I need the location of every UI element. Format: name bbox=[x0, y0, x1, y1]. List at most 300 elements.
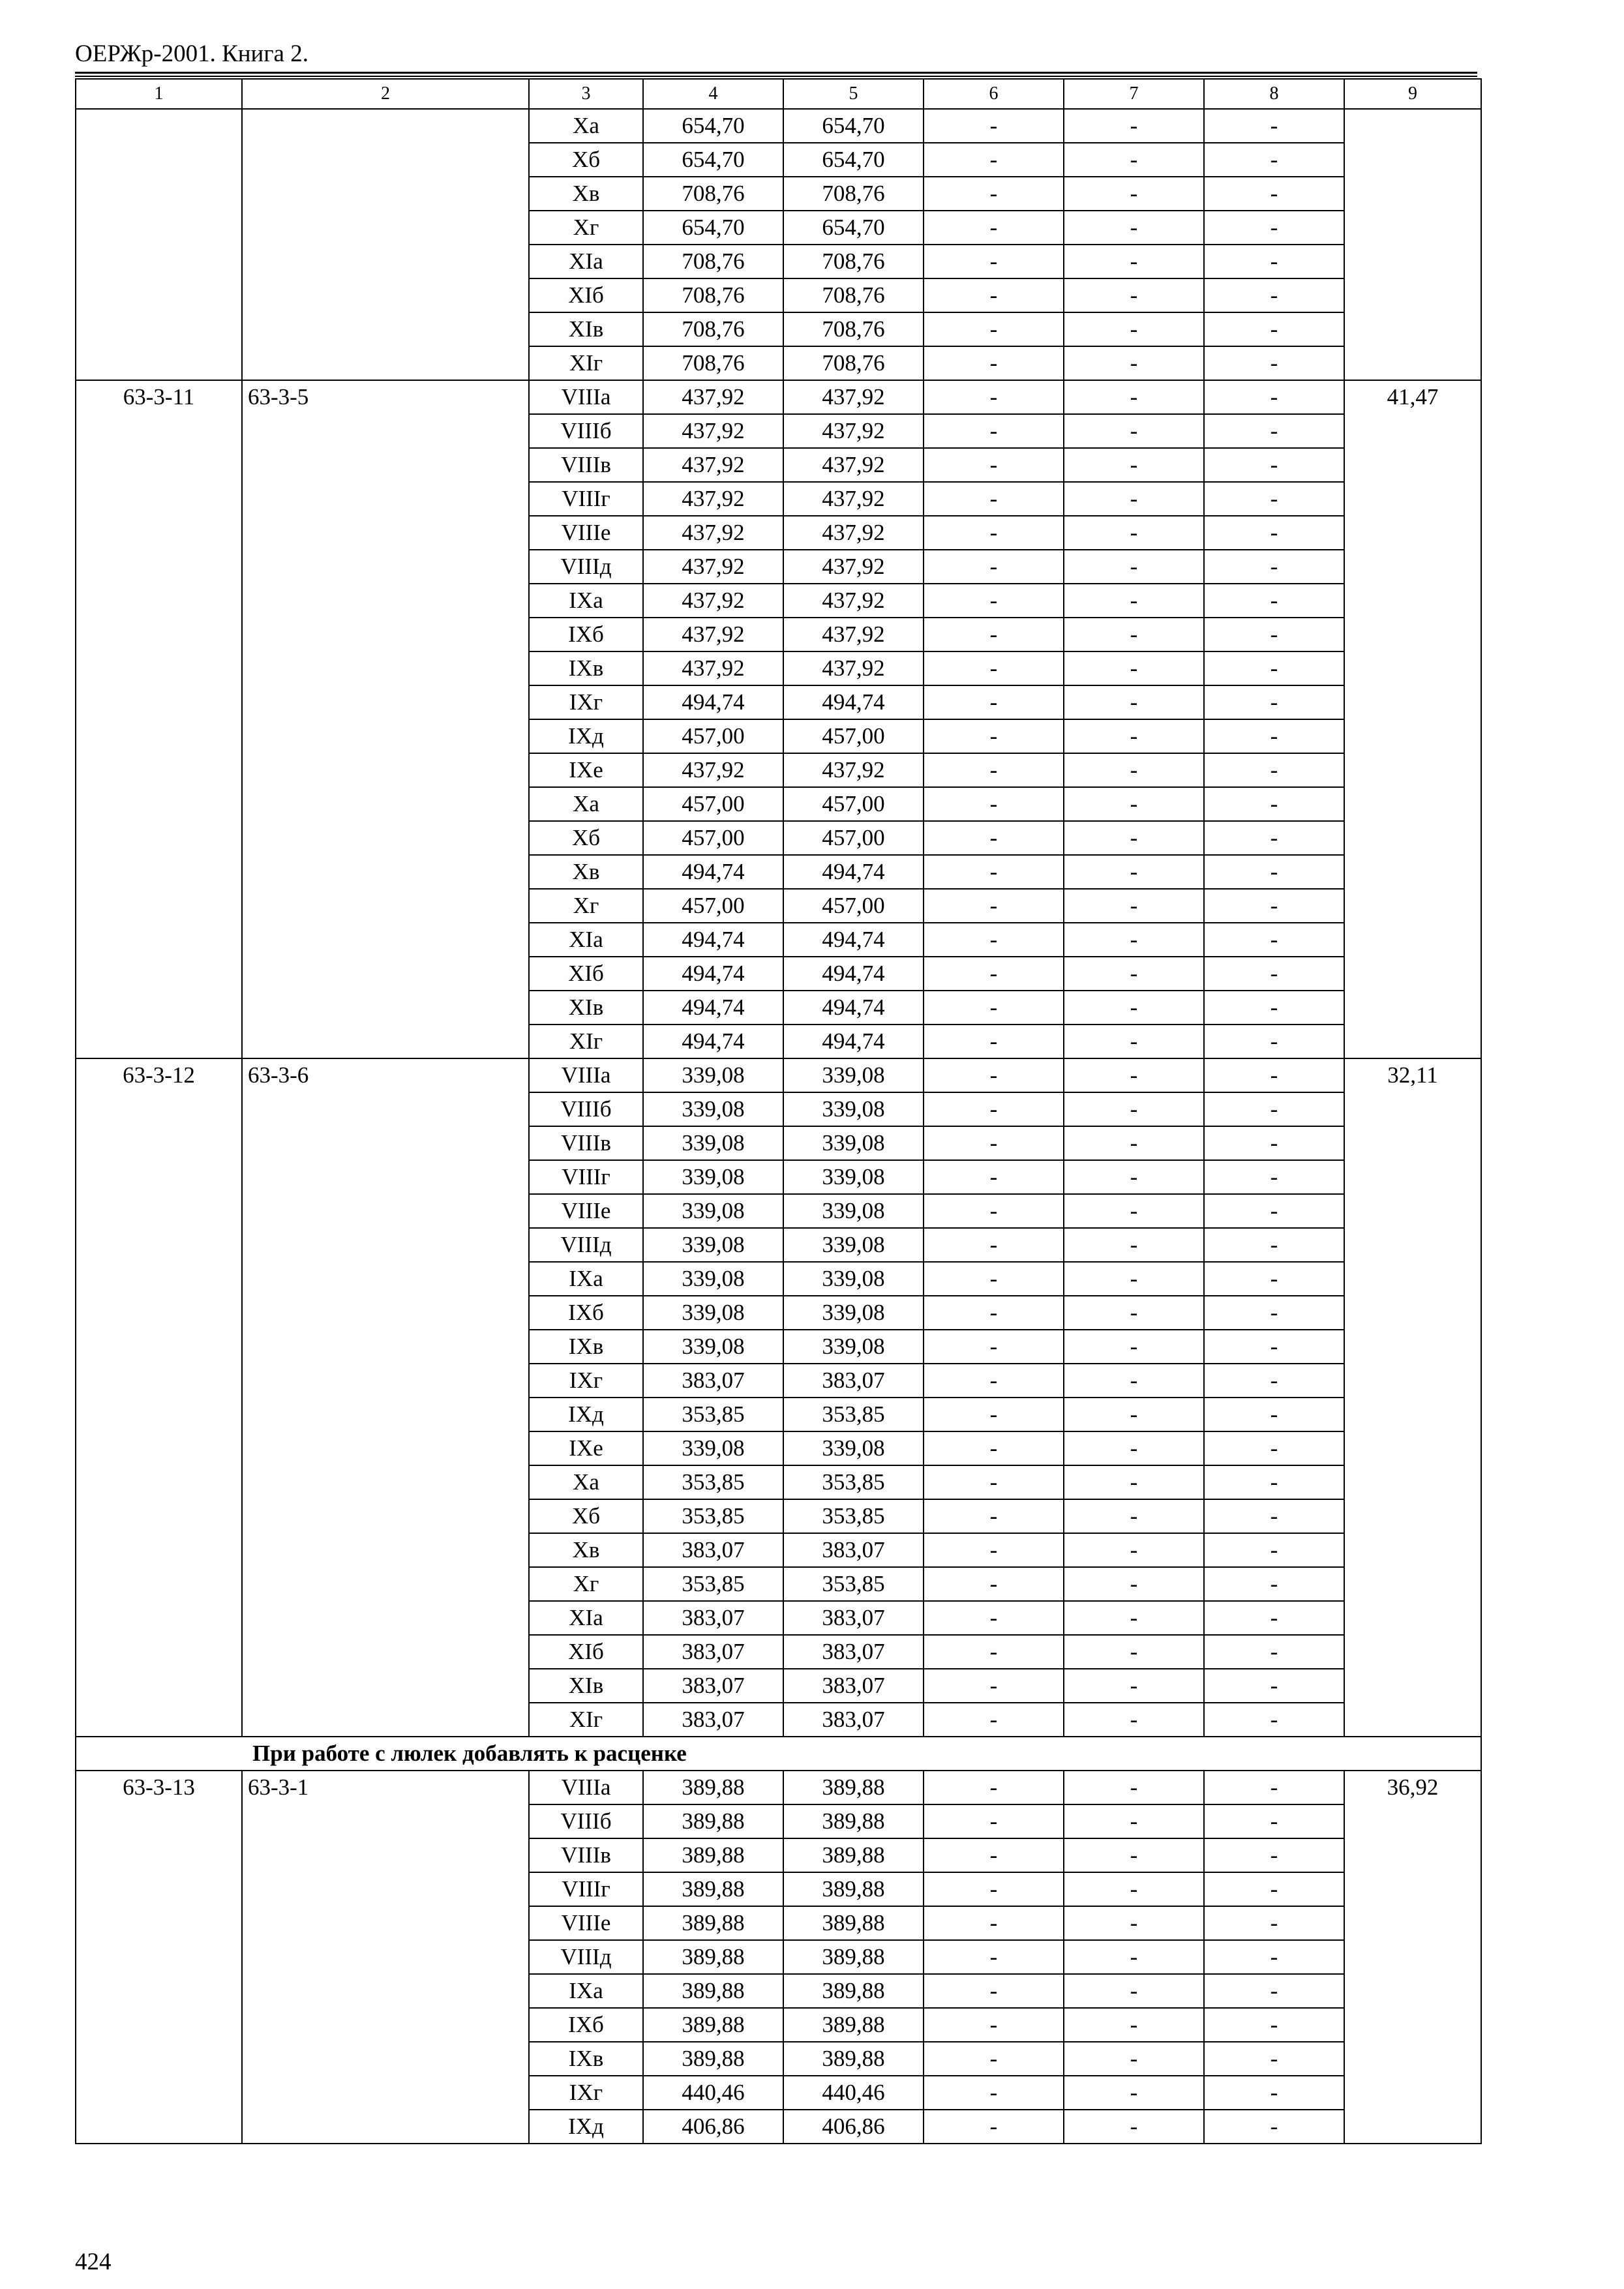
machines-cell: - bbox=[924, 685, 1064, 719]
category-cell: XIа bbox=[529, 923, 643, 957]
materials-cell: - bbox=[1204, 821, 1344, 855]
machinists-wage-cell: - bbox=[1064, 414, 1204, 448]
category-cell: IXг bbox=[529, 685, 643, 719]
wage-cell: 457,00 bbox=[783, 821, 924, 855]
wage-cell: 457,00 bbox=[783, 787, 924, 821]
category-cell: VIIIв bbox=[529, 1126, 643, 1160]
wage-cell: 494,74 bbox=[783, 855, 924, 889]
machines-cell: - bbox=[924, 516, 1064, 550]
table-row bbox=[76, 380, 1481, 414]
category-cell: IXв bbox=[529, 1330, 643, 1364]
wage-cell: 339,08 bbox=[783, 1194, 924, 1228]
category-cell: Xб bbox=[529, 821, 643, 855]
machinists-wage-cell: - bbox=[1064, 1601, 1204, 1635]
category-cell: VIIIб bbox=[529, 1804, 643, 1838]
machines-cell: - bbox=[924, 957, 1064, 991]
materials-cell: - bbox=[1204, 2042, 1344, 2076]
wage-cell: 339,08 bbox=[783, 1126, 924, 1160]
category-cell: VIIIа bbox=[529, 1771, 643, 1804]
machinists-wage-cell: - bbox=[1064, 380, 1204, 414]
rate-cell: 708,76 bbox=[643, 177, 783, 211]
wage-cell: 389,88 bbox=[783, 1804, 924, 1838]
category-cell: Xг bbox=[529, 1567, 643, 1601]
machinists-wage-cell: - bbox=[1064, 584, 1204, 618]
machinists-wage-cell: - bbox=[1064, 1431, 1204, 1465]
column-number-cell: 5 bbox=[783, 79, 924, 109]
rate-cell: 708,76 bbox=[643, 312, 783, 346]
materials-cell: - bbox=[1204, 719, 1344, 753]
machines-cell: - bbox=[924, 1465, 1064, 1499]
materials-cell: - bbox=[1204, 1669, 1344, 1703]
machinists-wage-cell: - bbox=[1064, 1533, 1204, 1567]
rate-cell: 708,76 bbox=[643, 245, 783, 278]
machines-cell: - bbox=[924, 550, 1064, 584]
wage-cell: 654,70 bbox=[783, 143, 924, 177]
machines-cell: - bbox=[924, 821, 1064, 855]
wage-cell: 437,92 bbox=[783, 618, 924, 651]
wage-cell: 383,07 bbox=[783, 1669, 924, 1703]
machinists-wage-cell: - bbox=[1064, 312, 1204, 346]
machinists-wage-cell: - bbox=[1064, 1194, 1204, 1228]
machinists-wage-cell: - bbox=[1064, 1703, 1204, 1737]
category-cell: IXе bbox=[529, 1431, 643, 1465]
materials-cell: - bbox=[1204, 482, 1344, 516]
machines-cell: - bbox=[924, 1126, 1064, 1160]
wage-cell: 353,85 bbox=[783, 1465, 924, 1499]
machinists-wage-cell: - bbox=[1064, 482, 1204, 516]
category-cell: XIг bbox=[529, 346, 643, 380]
column-number-cell: 6 bbox=[924, 79, 1064, 109]
rate-code-cell bbox=[76, 109, 242, 380]
machinists-wage-cell: - bbox=[1064, 211, 1204, 245]
category-cell: XIб bbox=[529, 1635, 643, 1669]
machines-cell: - bbox=[924, 1533, 1064, 1567]
machinists-wage-cell: - bbox=[1064, 855, 1204, 889]
machines-cell: - bbox=[924, 1703, 1064, 1737]
category-cell: IXд bbox=[529, 2110, 643, 2144]
materials-cell: - bbox=[1204, 1771, 1344, 1804]
machines-cell: - bbox=[924, 177, 1064, 211]
machinists-wage-cell: - bbox=[1064, 651, 1204, 685]
category-cell: VIIIд bbox=[529, 1228, 643, 1262]
rate-cell: 494,74 bbox=[643, 991, 783, 1025]
category-cell: XIб bbox=[529, 957, 643, 991]
rate-cell: 654,70 bbox=[643, 143, 783, 177]
wage-cell: 339,08 bbox=[783, 1296, 924, 1330]
machines-cell: - bbox=[924, 1499, 1064, 1533]
machinists-wage-cell: - bbox=[1064, 1940, 1204, 1974]
column-number-cell: 7 bbox=[1064, 79, 1204, 109]
rate-cell: 654,70 bbox=[643, 211, 783, 245]
wage-cell: 389,88 bbox=[783, 1771, 924, 1804]
materials-cell: - bbox=[1204, 1296, 1344, 1330]
rate-cell: 339,08 bbox=[643, 1296, 783, 1330]
rate-cell: 494,74 bbox=[643, 855, 783, 889]
machinists-wage-cell: - bbox=[1064, 991, 1204, 1025]
materials-cell: - bbox=[1204, 685, 1344, 719]
labor-cost-cell: 41,47 bbox=[1344, 380, 1481, 1058]
wage-cell: 654,70 bbox=[783, 109, 924, 143]
rate-cell: 353,85 bbox=[643, 1465, 783, 1499]
category-cell: Xв bbox=[529, 855, 643, 889]
machines-cell: - bbox=[924, 1906, 1064, 1940]
materials-cell: - bbox=[1204, 380, 1344, 414]
rate-cell: 339,08 bbox=[643, 1194, 783, 1228]
base-rate-code-cell: 63-3-6 bbox=[242, 1058, 529, 1737]
machinists-wage-cell: - bbox=[1064, 1364, 1204, 1398]
wage-cell: 437,92 bbox=[783, 753, 924, 787]
materials-cell: - bbox=[1204, 1025, 1344, 1058]
category-cell: VIIIа bbox=[529, 1058, 643, 1092]
rate-code-cell: 63-3-12 bbox=[76, 1058, 242, 1737]
materials-cell: - bbox=[1204, 1601, 1344, 1635]
wage-cell: 494,74 bbox=[783, 1025, 924, 1058]
column-number-cell: 4 bbox=[643, 79, 783, 109]
machinists-wage-cell: - bbox=[1064, 1567, 1204, 1601]
rate-cell: 457,00 bbox=[643, 821, 783, 855]
wage-cell: 383,07 bbox=[783, 1703, 924, 1737]
rate-cell: 494,74 bbox=[643, 957, 783, 991]
rate-cell: 339,08 bbox=[643, 1092, 783, 1126]
rate-cell: 389,88 bbox=[643, 1838, 783, 1872]
machines-cell: - bbox=[924, 1601, 1064, 1635]
machines-cell: - bbox=[924, 1296, 1064, 1330]
category-cell: IXд bbox=[529, 719, 643, 753]
wage-cell: 383,07 bbox=[783, 1601, 924, 1635]
base-rate-code-cell: 63-3-5 bbox=[242, 380, 529, 1058]
machinists-wage-cell: - bbox=[1064, 1296, 1204, 1330]
rate-cell: 654,70 bbox=[643, 109, 783, 143]
table-row bbox=[76, 1771, 1481, 1804]
wage-cell: 494,74 bbox=[783, 685, 924, 719]
table-row bbox=[76, 1058, 1481, 1092]
wage-cell: 437,92 bbox=[783, 380, 924, 414]
machines-cell: - bbox=[924, 2076, 1064, 2110]
category-cell: VIIIб bbox=[529, 414, 643, 448]
machines-cell: - bbox=[924, 1330, 1064, 1364]
wage-cell: 383,07 bbox=[783, 1533, 924, 1567]
rate-cell: 494,74 bbox=[643, 1025, 783, 1058]
wage-cell: 389,88 bbox=[783, 1906, 924, 1940]
category-cell: VIIIе bbox=[529, 516, 643, 550]
machines-cell: - bbox=[924, 1635, 1064, 1669]
rate-cell: 383,07 bbox=[643, 1635, 783, 1669]
materials-cell: - bbox=[1204, 1058, 1344, 1092]
note-row bbox=[76, 1737, 1481, 1771]
machines-cell: - bbox=[924, 584, 1064, 618]
wage-cell: 389,88 bbox=[783, 2008, 924, 2042]
rate-cell: 708,76 bbox=[643, 278, 783, 312]
rate-cell: 353,85 bbox=[643, 1567, 783, 1601]
materials-cell: - bbox=[1204, 177, 1344, 211]
rate-cell: 389,88 bbox=[643, 2008, 783, 2042]
materials-cell: - bbox=[1204, 1838, 1344, 1872]
rate-cell: 339,08 bbox=[643, 1058, 783, 1092]
machinists-wage-cell: - bbox=[1064, 1058, 1204, 1092]
machines-cell: - bbox=[924, 312, 1064, 346]
wage-cell: 389,88 bbox=[783, 1838, 924, 1872]
category-cell: XIв bbox=[529, 1669, 643, 1703]
machines-cell: - bbox=[924, 923, 1064, 957]
rate-cell: 339,08 bbox=[643, 1330, 783, 1364]
machines-cell: - bbox=[924, 651, 1064, 685]
machinists-wage-cell: - bbox=[1064, 1330, 1204, 1364]
category-cell: Xг bbox=[529, 889, 643, 923]
rate-cell: 437,92 bbox=[643, 482, 783, 516]
category-cell: IXг bbox=[529, 1364, 643, 1398]
category-cell: IXв bbox=[529, 651, 643, 685]
wage-cell: 389,88 bbox=[783, 2042, 924, 2076]
materials-cell: - bbox=[1204, 618, 1344, 651]
materials-cell: - bbox=[1204, 855, 1344, 889]
wage-cell: 708,76 bbox=[783, 177, 924, 211]
machinists-wage-cell: - bbox=[1064, 957, 1204, 991]
machines-cell: - bbox=[924, 1804, 1064, 1838]
category-cell: VIIIг bbox=[529, 1160, 643, 1194]
machines-cell: - bbox=[924, 618, 1064, 651]
rate-cell: 457,00 bbox=[643, 787, 783, 821]
machinists-wage-cell: - bbox=[1064, 787, 1204, 821]
wage-cell: 353,85 bbox=[783, 1499, 924, 1533]
machinists-wage-cell: - bbox=[1064, 245, 1204, 278]
rate-cell: 494,74 bbox=[643, 685, 783, 719]
materials-cell: - bbox=[1204, 109, 1344, 143]
materials-cell: - bbox=[1204, 957, 1344, 991]
machines-cell: - bbox=[924, 1940, 1064, 1974]
materials-cell: - bbox=[1204, 448, 1344, 482]
rate-cell: 494,74 bbox=[643, 923, 783, 957]
category-cell: IXд bbox=[529, 1398, 643, 1431]
category-cell: IXб bbox=[529, 618, 643, 651]
wage-cell: 389,88 bbox=[783, 1872, 924, 1906]
machinists-wage-cell: - bbox=[1064, 1771, 1204, 1804]
category-cell: VIIIв bbox=[529, 1838, 643, 1872]
materials-cell: - bbox=[1204, 991, 1344, 1025]
materials-cell: - bbox=[1204, 2110, 1344, 2144]
base-rate-code-cell: 63-3-1 bbox=[242, 1771, 529, 2144]
machines-cell: - bbox=[924, 211, 1064, 245]
machinists-wage-cell: - bbox=[1064, 109, 1204, 143]
machines-cell: - bbox=[924, 1431, 1064, 1465]
machines-cell: - bbox=[924, 278, 1064, 312]
wage-cell: 437,92 bbox=[783, 584, 924, 618]
rate-cell: 339,08 bbox=[643, 1126, 783, 1160]
rate-cell: 353,85 bbox=[643, 1499, 783, 1533]
rate-cell: 437,92 bbox=[643, 414, 783, 448]
rate-cell: 339,08 bbox=[643, 1262, 783, 1296]
machinists-wage-cell: - bbox=[1064, 923, 1204, 957]
rate-cell: 389,88 bbox=[643, 1804, 783, 1838]
wage-cell: 339,08 bbox=[783, 1228, 924, 1262]
column-number-row bbox=[76, 79, 1481, 109]
materials-cell: - bbox=[1204, 1872, 1344, 1906]
category-cell: XIв bbox=[529, 991, 643, 1025]
machines-cell: - bbox=[924, 143, 1064, 177]
category-cell: Xа bbox=[529, 1465, 643, 1499]
machinists-wage-cell: - bbox=[1064, 1499, 1204, 1533]
machines-cell: - bbox=[924, 1160, 1064, 1194]
machinists-wage-cell: - bbox=[1064, 1465, 1204, 1499]
materials-cell: - bbox=[1204, 1804, 1344, 1838]
wage-cell: 437,92 bbox=[783, 448, 924, 482]
wage-cell: 708,76 bbox=[783, 346, 924, 380]
rate-cell: 437,92 bbox=[643, 651, 783, 685]
materials-cell: - bbox=[1204, 1567, 1344, 1601]
rates-table bbox=[75, 78, 1482, 2144]
category-cell: IXа bbox=[529, 584, 643, 618]
machines-cell: - bbox=[924, 1092, 1064, 1126]
column-number-cell: 1 bbox=[76, 79, 242, 109]
machines-cell: - bbox=[924, 2110, 1064, 2144]
rate-cell: 457,00 bbox=[643, 889, 783, 923]
rate-cell: 457,00 bbox=[643, 719, 783, 753]
machines-cell: - bbox=[924, 1838, 1064, 1872]
materials-cell: - bbox=[1204, 584, 1344, 618]
rate-cell: 437,92 bbox=[643, 550, 783, 584]
category-cell: VIIIе bbox=[529, 1194, 643, 1228]
wage-cell: 437,92 bbox=[783, 550, 924, 584]
machines-cell: - bbox=[924, 1974, 1064, 2008]
wage-cell: 339,08 bbox=[783, 1262, 924, 1296]
machines-cell: - bbox=[924, 719, 1064, 753]
category-cell: VIIIд bbox=[529, 550, 643, 584]
column-number-cell: 9 bbox=[1344, 79, 1481, 109]
machines-cell: - bbox=[924, 1872, 1064, 1906]
materials-cell: - bbox=[1204, 1126, 1344, 1160]
note-text: При работе с люлек добавлять к расценке bbox=[76, 1737, 1481, 1771]
table-body bbox=[76, 79, 1481, 2144]
category-cell: VIIIг bbox=[529, 482, 643, 516]
category-cell: IXе bbox=[529, 753, 643, 787]
rate-cell: 339,08 bbox=[643, 1431, 783, 1465]
machines-cell: - bbox=[924, 380, 1064, 414]
wage-cell: 437,92 bbox=[783, 516, 924, 550]
wage-cell: 654,70 bbox=[783, 211, 924, 245]
wage-cell: 457,00 bbox=[783, 719, 924, 753]
labor-cost-cell bbox=[1344, 109, 1481, 380]
category-cell: XIв bbox=[529, 312, 643, 346]
machines-cell: - bbox=[924, 2042, 1064, 2076]
machinists-wage-cell: - bbox=[1064, 1635, 1204, 1669]
machines-cell: - bbox=[924, 1194, 1064, 1228]
rate-cell: 437,92 bbox=[643, 584, 783, 618]
wage-cell: 389,88 bbox=[783, 1940, 924, 1974]
materials-cell: - bbox=[1204, 1635, 1344, 1669]
category-cell: Xб bbox=[529, 1499, 643, 1533]
materials-cell: - bbox=[1204, 1364, 1344, 1398]
wage-cell: 339,08 bbox=[783, 1092, 924, 1126]
materials-cell: - bbox=[1204, 516, 1344, 550]
machinists-wage-cell: - bbox=[1064, 143, 1204, 177]
wage-cell: 440,46 bbox=[783, 2076, 924, 2110]
wage-cell: 406,86 bbox=[783, 2110, 924, 2144]
machinists-wage-cell: - bbox=[1064, 753, 1204, 787]
machines-cell: - bbox=[924, 245, 1064, 278]
machinists-wage-cell: - bbox=[1064, 2076, 1204, 2110]
machines-cell: - bbox=[924, 1025, 1064, 1058]
machines-cell: - bbox=[924, 1567, 1064, 1601]
category-cell: XIа bbox=[529, 245, 643, 278]
category-cell: Xв bbox=[529, 177, 643, 211]
materials-cell: - bbox=[1204, 245, 1344, 278]
machinists-wage-cell: - bbox=[1064, 719, 1204, 753]
rate-cell: 440,46 bbox=[643, 2076, 783, 2110]
machinists-wage-cell: - bbox=[1064, 346, 1204, 380]
machinists-wage-cell: - bbox=[1064, 1398, 1204, 1431]
machines-cell: - bbox=[924, 2008, 1064, 2042]
materials-cell: - bbox=[1204, 1940, 1344, 1974]
rate-cell: 708,76 bbox=[643, 346, 783, 380]
machinists-wage-cell: - bbox=[1064, 2008, 1204, 2042]
wage-cell: 494,74 bbox=[783, 957, 924, 991]
category-cell: Xб bbox=[529, 143, 643, 177]
category-cell: IXб bbox=[529, 1296, 643, 1330]
rate-cell: 437,92 bbox=[643, 618, 783, 651]
rate-code-cell: 63-3-11 bbox=[76, 380, 242, 1058]
category-cell: VIIIе bbox=[529, 1906, 643, 1940]
rate-cell: 353,85 bbox=[643, 1398, 783, 1431]
page-header: ОЕРЖр-2001. Книга 2. bbox=[75, 40, 308, 67]
wage-cell: 708,76 bbox=[783, 312, 924, 346]
machinists-wage-cell: - bbox=[1064, 448, 1204, 482]
materials-cell: - bbox=[1204, 1398, 1344, 1431]
wage-cell: 383,07 bbox=[783, 1364, 924, 1398]
base-rate-code-cell bbox=[242, 109, 529, 380]
materials-cell: - bbox=[1204, 278, 1344, 312]
materials-cell: - bbox=[1204, 1703, 1344, 1737]
machinists-wage-cell: - bbox=[1064, 685, 1204, 719]
machinists-wage-cell: - bbox=[1064, 889, 1204, 923]
materials-cell: - bbox=[1204, 1330, 1344, 1364]
rate-cell: 437,92 bbox=[643, 516, 783, 550]
category-cell: VIIIг bbox=[529, 1872, 643, 1906]
machinists-wage-cell: - bbox=[1064, 1804, 1204, 1838]
machinists-wage-cell: - bbox=[1064, 1126, 1204, 1160]
machines-cell: - bbox=[924, 482, 1064, 516]
column-number-cell: 2 bbox=[242, 79, 529, 109]
rate-cell: 389,88 bbox=[643, 2042, 783, 2076]
materials-cell: - bbox=[1204, 787, 1344, 821]
machinists-wage-cell: - bbox=[1064, 1228, 1204, 1262]
machines-cell: - bbox=[924, 109, 1064, 143]
machines-cell: - bbox=[924, 1262, 1064, 1296]
rate-cell: 383,07 bbox=[643, 1364, 783, 1398]
rate-cell: 437,92 bbox=[643, 380, 783, 414]
materials-cell: - bbox=[1204, 1533, 1344, 1567]
materials-cell: - bbox=[1204, 2008, 1344, 2042]
machines-cell: - bbox=[924, 1058, 1064, 1092]
wage-cell: 437,92 bbox=[783, 482, 924, 516]
machinists-wage-cell: - bbox=[1064, 1160, 1204, 1194]
wage-cell: 437,92 bbox=[783, 414, 924, 448]
machinists-wage-cell: - bbox=[1064, 1872, 1204, 1906]
materials-cell: - bbox=[1204, 1906, 1344, 1940]
materials-cell: - bbox=[1204, 1262, 1344, 1296]
materials-cell: - bbox=[1204, 753, 1344, 787]
wage-cell: 339,08 bbox=[783, 1058, 924, 1092]
category-cell: XIг bbox=[529, 1703, 643, 1737]
machines-cell: - bbox=[924, 855, 1064, 889]
category-cell: Xв bbox=[529, 1533, 643, 1567]
category-cell: IXа bbox=[529, 1262, 643, 1296]
materials-cell: - bbox=[1204, 1228, 1344, 1262]
machinists-wage-cell: - bbox=[1064, 1669, 1204, 1703]
materials-cell: - bbox=[1204, 1499, 1344, 1533]
rate-cell: 437,92 bbox=[643, 753, 783, 787]
machines-cell: - bbox=[924, 1364, 1064, 1398]
wage-cell: 339,08 bbox=[783, 1160, 924, 1194]
rate-code-cell: 63-3-13 bbox=[76, 1771, 242, 2144]
